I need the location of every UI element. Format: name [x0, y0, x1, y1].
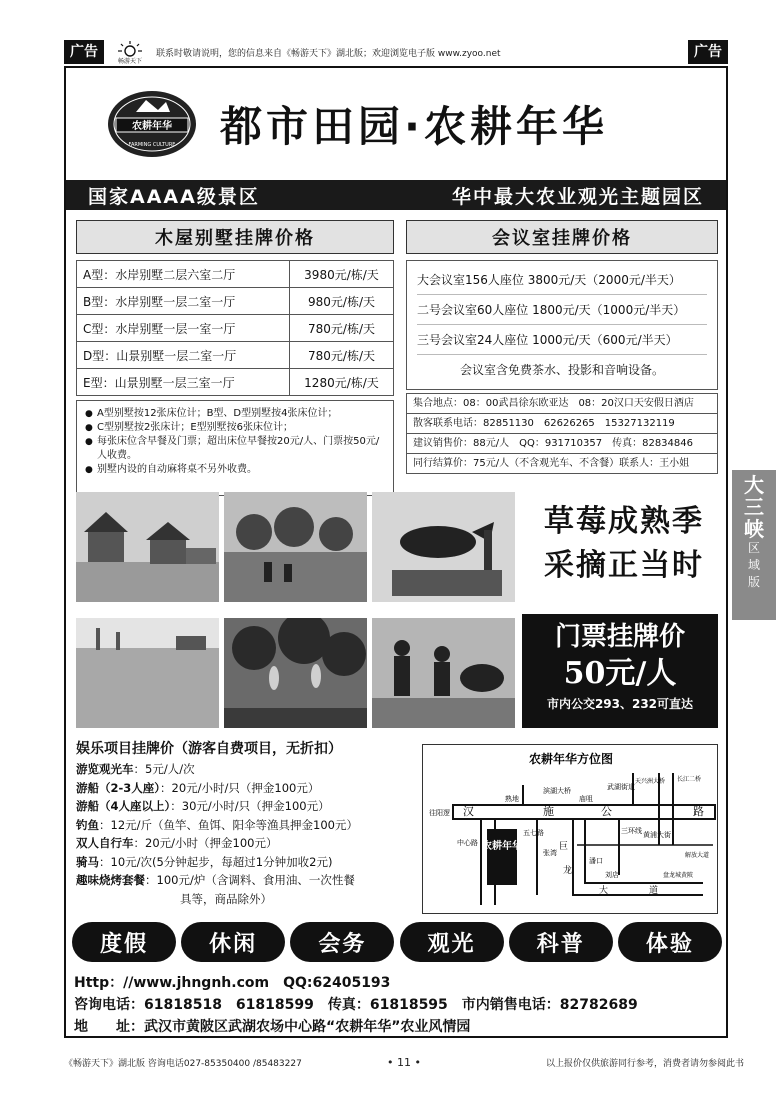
note-item: ● A型别墅按12张床位计；B型、D型别墅按4张床位计； [85, 407, 387, 421]
item-detail: ：12元/斤（鱼竿、鱼饵、阳伞等渔具押金100元） [99, 817, 358, 832]
pill-vacation: 度假 [72, 922, 176, 962]
contact-info [406, 393, 718, 474]
villa-price: 780元/栋/天 [290, 315, 394, 342]
map-label: 三环线 [621, 827, 642, 835]
villa-name: E型：山景别墅一层三室一厅 [77, 369, 290, 396]
map-label: 道 [649, 886, 659, 896]
list-item [76, 779, 426, 798]
badge-sub: FARMING CULTURE [128, 142, 176, 148]
bottom-right: 以上报价仅供旅游同行参考，消费者请勿参阅此书 [545, 1058, 744, 1069]
ticket-price: 50元/人 [563, 656, 677, 691]
info-row: 集合地点：08：00武昌徐东欧亚达 08：20汉口天安假日酒店 [406, 393, 718, 414]
photo-flower-field [76, 618, 219, 728]
pill-science: 科普 [509, 922, 613, 962]
pill-experience: 体验 [618, 922, 722, 962]
map-label: 路 [693, 805, 704, 818]
map-label: 熟地 [505, 795, 519, 803]
list-item: 大会议室156人座位 3800元/天（2000元/半天） [417, 265, 707, 295]
entertainment-section [76, 738, 426, 908]
strawberry-promo [524, 500, 724, 588]
note-item: ● 别墅内设的自动麻将桌不另外收费。 [85, 463, 387, 477]
top-logo-text: 畅游天下 [117, 58, 143, 64]
photo-orchard [224, 492, 367, 602]
villa-price: 980元/栋/天 [290, 288, 394, 315]
table-row [77, 288, 394, 315]
pill-leisure: 休闲 [181, 922, 285, 962]
table-row [77, 342, 394, 369]
bus-info: 市内公交293、232可直达 [546, 697, 694, 711]
map-label: 刘店 [605, 871, 619, 879]
hero-banner [66, 68, 726, 180]
item-detail: ：20元/小时（押金100元） [133, 836, 278, 850]
villa-price: 3980元/栋/天 [290, 261, 394, 288]
contact-footer [66, 972, 726, 1038]
villa-name: B型：水岸别墅一层二室一厅 [77, 288, 290, 315]
map-label: 施 [543, 805, 554, 818]
meeting-title: 会议室挂牌价格 [406, 220, 718, 254]
villa-title: 木屋别墅挂牌价格 [76, 220, 394, 254]
photo-grid [76, 492, 516, 728]
item-detail: ：5元/人/次 [133, 762, 195, 776]
slogan-right: 华中最大农业观光主题园区 [451, 185, 704, 208]
info-row: 同行结算价：75元/人（不含观光车、不含餐）联系人：王小姐 [406, 453, 718, 474]
ad-tag-right: 广告 [688, 40, 728, 64]
ad-tag-left: 广告 [64, 40, 104, 64]
map-label: 潘口 [589, 857, 603, 865]
map-label: 武湖街道 [607, 783, 635, 791]
top-bar [64, 38, 728, 66]
footer-website: Http：//www.jhngnh.com QQ:62405193 [74, 975, 391, 991]
side-char: 大 [744, 473, 764, 497]
footer-phone: 咨询电话：61818518 61818599 传真：61818595 市内销售电话：82782689 [74, 997, 638, 1013]
region-side-tab [732, 470, 776, 620]
map-label: 巨 [559, 842, 569, 852]
top-notice: 联系时敬请说明，您的信息来自《畅游天下》湖北版；欢迎浏览电子版 www.zyoo.net [156, 48, 501, 59]
table-row [77, 261, 394, 288]
photo-vine-trellis [224, 618, 367, 728]
item-name: 游览观光车 [76, 762, 134, 776]
note-item: ● C型别墅按2张床计；E型别墅按6张床位计； [85, 421, 387, 435]
photo-lake-villas [76, 492, 219, 602]
map-label: 汉 [463, 805, 474, 818]
villa-notes [76, 400, 394, 496]
photo-kids-riding [372, 618, 515, 728]
feature-pills [72, 922, 722, 966]
map-label: 五七路 [523, 829, 544, 837]
list-item [76, 871, 426, 890]
entertainment-title: 娱乐项目挂牌价（游客自费项目，无折扣） [76, 741, 342, 757]
hero-title: 都市田园·农耕年华 [220, 102, 608, 151]
map-farm-label: 农耕年华 [482, 841, 522, 852]
map-label: 黄浦大街 [643, 831, 671, 839]
list-item [76, 853, 426, 872]
side-char: 域 [747, 558, 760, 572]
side-char: 峡 [744, 517, 764, 541]
map-label: 大 [599, 886, 609, 896]
map-label: 往阳逻 [429, 809, 450, 817]
list-item [76, 834, 426, 853]
villa-name: D型：山景别墅一层二室一厅 [77, 342, 290, 369]
villa-name: C型：水岸别墅一层一室一厅 [77, 315, 290, 342]
item-detail: ：20元/小时/只（押金100元） [160, 780, 320, 795]
map-label: 龙 [563, 866, 573, 876]
list-item [76, 797, 426, 816]
map-title: 农耕年华方位图 [528, 752, 614, 766]
slogan-bar [66, 180, 726, 210]
item-detail: ：100元/炉（含调料、食用油、一次性餐 [145, 873, 355, 887]
villa-price-section [76, 220, 394, 496]
photo-bull-statue [372, 492, 515, 602]
sun-logo-icon [110, 40, 150, 64]
ticket-price-box [522, 614, 718, 728]
map-label: 盘龙城黄陂 [663, 872, 694, 879]
ticket-label: 门票挂牌价 [554, 622, 685, 652]
note-item: ● 每张床位含早餐及门票；超出床位早餐按20元/人、门票按50元/人收费。 [85, 435, 387, 463]
bbq-continuation: 具等，商品除外） [180, 891, 272, 906]
ad-page [64, 66, 728, 1038]
table-row [77, 315, 394, 342]
pill-sightseeing: 观光 [400, 922, 504, 962]
page-bottom-line [64, 1052, 744, 1072]
list-item: 三号会议室24人座位 1000元/天（600元/半天） [417, 325, 707, 355]
info-row: 散客联系电话：82851130 62626265 15327132119 [406, 413, 718, 434]
item-name: 骑马 [76, 854, 99, 869]
map-label: 公 [601, 805, 612, 818]
side-char: 版 [747, 575, 760, 589]
promo-line: 采摘正当时 [544, 548, 704, 583]
location-map [422, 744, 718, 914]
farm-badge-logo [106, 88, 198, 160]
villa-price-table [76, 260, 394, 396]
footer-address: 地 址：武汉市黄陂区武湖农场中心路“农耕年华”农业风情园 [74, 1019, 471, 1035]
map-label: 天兴洲大桥 [635, 778, 666, 785]
list-item: 会议室含免费茶水、投影和音响设备。 [459, 363, 664, 377]
side-char: 区 [747, 541, 760, 555]
item-name: 双人自行车 [76, 836, 134, 850]
villa-price: 780元/栋/天 [290, 342, 394, 369]
item-name: 游船（4人座以上） [76, 799, 171, 813]
bottom-left: 《畅游天下》湖北版 咨询电话027-85350400 /85483227 [64, 1058, 302, 1069]
map-label: 庙咀 [579, 795, 593, 803]
villa-name: A型：水岸别墅二层六室二厅 [77, 261, 290, 288]
item-detail: ：10元/次(5分钟起步，每超过1分钟加收2元) [99, 854, 333, 869]
item-detail: ：30元/小时/只（押金100元） [170, 799, 330, 813]
item-name: 趣味烧烤套餐 [76, 873, 145, 887]
meeting-price-list [406, 260, 718, 390]
list-item [76, 760, 426, 779]
info-row: 建议销售价：88元/人 QQ：931710357 传真：82834846 [406, 433, 718, 454]
map-label: 张湾 [543, 849, 557, 857]
pill-conference: 会务 [290, 922, 394, 962]
meeting-price-section [406, 220, 718, 474]
table-row [77, 369, 394, 396]
badge-text: 农耕年华 [132, 121, 172, 132]
slogan-left: 国家AAAA级景区 [88, 185, 260, 208]
map-label: 中心路 [457, 839, 478, 847]
map-label: 长江二桥 [677, 776, 702, 783]
map-label: 解放大道 [685, 852, 710, 859]
villa-price: 1280元/栋/天 [290, 369, 394, 396]
item-name: 钓鱼 [76, 817, 99, 832]
item-name: 游船（2-3人座） [76, 780, 161, 795]
page-number: • 11 • [387, 1055, 421, 1069]
promo-line: 草莓成熟季 [544, 504, 704, 539]
list-item [76, 816, 426, 835]
side-char: 三 [744, 495, 764, 519]
list-item: 二号会议室60人座位 1800元/天（1000元/半天） [417, 295, 707, 325]
map-label: 滨湖大桥 [543, 787, 571, 795]
